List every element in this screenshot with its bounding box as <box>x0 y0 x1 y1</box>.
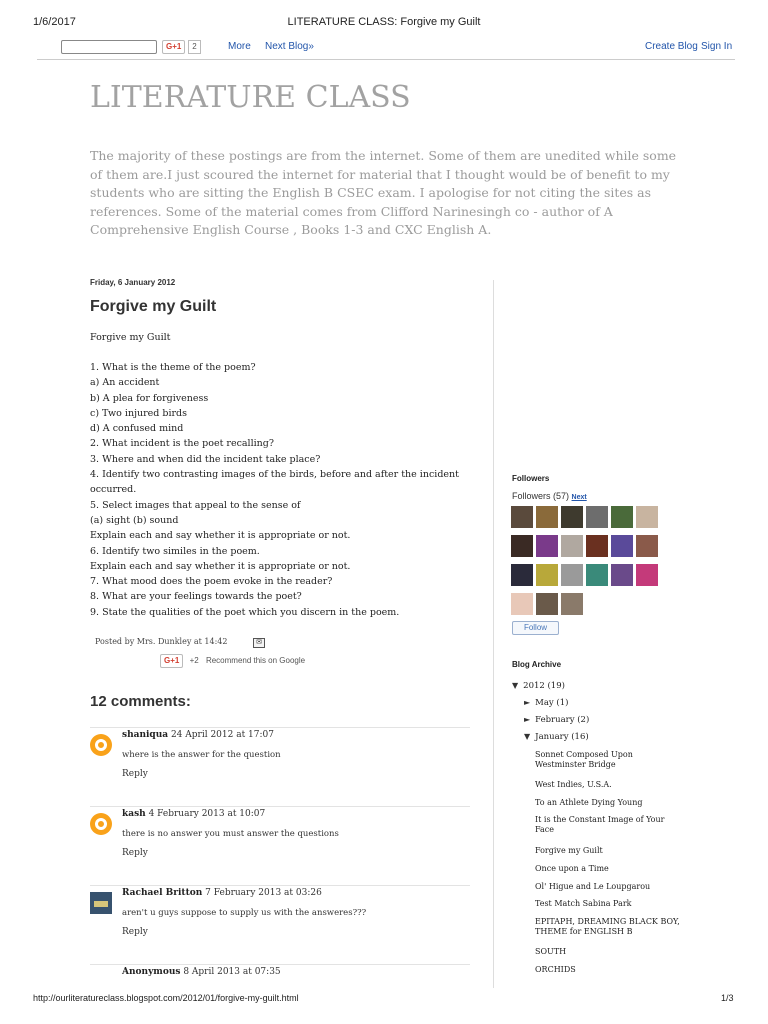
followers-next-link[interactable]: Next <box>571 494 587 501</box>
follower-avatar[interactable] <box>611 506 633 528</box>
post-line: 5. Select images that appeal to the sense of <box>90 499 301 511</box>
comment-header <box>122 888 322 898</box>
print-date: 1/6/2017 <box>33 16 76 28</box>
follower-avatar[interactable] <box>536 506 558 528</box>
next-blog-link[interactable]: Next Blog» <box>265 41 314 52</box>
comment-author[interactable]: Anonymous <box>122 967 181 977</box>
post-line: 8. What are your feelings towards the poet? <box>90 591 302 603</box>
blogger-avatar-icon <box>90 813 112 835</box>
archive-post-link[interactable]: ORCHIDS <box>535 965 576 974</box>
follower-avatar[interactable] <box>536 593 558 615</box>
print-page-title: LITERATURE CLASS: Forgive my Guilt <box>287 16 481 28</box>
sign-in-link[interactable]: Sign In <box>701 41 733 52</box>
follower-avatar[interactable] <box>636 506 658 528</box>
follow-button[interactable]: Follow <box>512 621 559 635</box>
post-line: 7. What mood does the poem evoke in the reader? <box>90 576 333 588</box>
follower-avatar[interactable] <box>636 564 658 586</box>
follower-avatar[interactable] <box>561 506 583 528</box>
sidebar-divider <box>493 280 494 988</box>
comment-header <box>122 809 265 819</box>
followers-count <box>512 491 587 501</box>
comment-author[interactable]: kash <box>122 809 146 819</box>
post-line: 4. Identify two contrasting images of the birds, before and after the incident <box>90 469 459 481</box>
archive-year-2012[interactable] <box>512 681 565 691</box>
blogger-navbar <box>0 38 768 58</box>
navbar-divider <box>37 59 735 60</box>
followers-count-label: Followers (57) <box>512 491 570 501</box>
post-line: 3. Where and when did the incident take place? <box>90 453 321 465</box>
archive-month-label[interactable]: January (16) <box>535 732 589 742</box>
comment-divider <box>90 964 470 965</box>
follower-avatar[interactable] <box>586 564 608 586</box>
post-date: Friday, 6 January 2012 <box>90 278 176 287</box>
follower-avatar[interactable] <box>586 506 608 528</box>
archive-post-link[interactable]: West Indies, U.S.A. <box>535 780 612 789</box>
gplus-button[interactable]: G+1 <box>162 40 185 54</box>
post-line: (a) sight (b) sound <box>90 514 179 526</box>
follower-avatar[interactable] <box>561 535 583 557</box>
blog-title[interactable]: LITERATURE CLASS <box>90 80 411 115</box>
post-line: occurred. <box>90 484 137 496</box>
follower-avatar[interactable] <box>511 593 533 615</box>
comment-header <box>122 730 274 740</box>
print-url: http://ourliteratureclass.blogspot.com/2012/01/forgive-my-guilt.html <box>33 993 299 1003</box>
triangle-right-icon[interactable]: ► <box>524 715 531 724</box>
post-share-bar <box>160 654 305 668</box>
archive-month-label[interactable]: May (1) <box>535 698 569 708</box>
post-subtitle: Forgive my Guilt <box>90 332 171 343</box>
blog-archive-heading: Blog Archive <box>512 660 562 669</box>
more-link[interactable]: More <box>228 41 251 52</box>
post-line: Explain each and say whether it is appropriate or not. <box>90 560 351 572</box>
comment-time[interactable]: 4 February 2013 at 10:07 <box>148 809 266 819</box>
post-footer: Posted by Mrs. Dunkley at 14:42 <box>95 637 228 646</box>
archive-post-link[interactable]: It is the Constant Image of Your Face <box>535 815 665 834</box>
follower-avatar[interactable] <box>536 535 558 557</box>
follower-avatar[interactable] <box>511 535 533 557</box>
navbar-search-input[interactable] <box>61 40 157 54</box>
archive-post-link[interactable]: Ol' Higue and Le Loupgarou <box>535 882 651 891</box>
recommend-text: Recommend this on Google <box>205 656 306 665</box>
gplus-count: 2 <box>188 40 201 54</box>
print-header <box>0 16 768 30</box>
blog-description: The majority of these postings are from the internet. Some of them are unedited while some of them are.I just scoured the internet for material that I thought would be of benefit to my students who are sitting the English B CSEC exam. I apologise for not citing the sites as references. Some of the material comes from Clifford Narinesingh co - author of A Comprehensive English Course , Books 1-3 and CXC English A. <box>90 148 677 237</box>
post-line: d) A confused mind <box>90 423 184 435</box>
archive-year-label[interactable]: 2012 (19) <box>523 681 565 691</box>
comment-divider <box>90 885 470 886</box>
archive-month-may[interactable] <box>524 698 568 708</box>
follower-avatar[interactable] <box>611 535 633 557</box>
create-blog-link[interactable]: Create Blog <box>645 41 698 52</box>
post-line: Explain each and say whether it is appropriate or not. <box>90 530 351 542</box>
post-line: c) Two injured birds <box>90 407 188 419</box>
archive-month-label[interactable]: February (2) <box>535 715 590 725</box>
reply-link[interactable]: Reply <box>122 848 148 858</box>
comment-text: aren't u guys suppose to supply us with the answeres??? <box>122 908 367 918</box>
comment-text: where is the answer for the question <box>122 750 281 760</box>
follower-avatar[interactable] <box>611 564 633 586</box>
comment-author[interactable]: shaniqua <box>122 730 169 740</box>
comment-text: there is no answer you must answer the questions <box>122 829 339 839</box>
comment-time[interactable]: 7 February 2013 at 03:26 <box>205 888 322 898</box>
blogger-avatar-icon <box>90 734 112 756</box>
post-title: Forgive my Guilt <box>90 298 217 315</box>
post-line: 9. State the qualities of the poet which you discern in the poem. <box>90 606 400 618</box>
comment-time[interactable]: 24 April 2012 at 17:07 <box>170 730 274 740</box>
archive-post-link[interactable]: To an Athlete Dying Young <box>535 798 643 807</box>
email-post-icon[interactable]: ✉ <box>253 638 265 648</box>
followers-heading: Followers <box>512 474 550 483</box>
print-page-number: 1/3 <box>721 993 734 1003</box>
comment-header <box>122 967 281 977</box>
archive-post-link[interactable]: Sonnet Composed Upon Westminster Bridge <box>535 750 633 769</box>
archive-month-february[interactable] <box>524 715 589 725</box>
post-body <box>90 330 470 620</box>
follower-avatar[interactable] <box>536 564 558 586</box>
post-gplus-count: +2 <box>189 656 199 665</box>
follower-avatar[interactable] <box>561 593 583 615</box>
follower-avatar[interactable] <box>561 564 583 586</box>
archive-post-link[interactable]: Test Match Sabina Park <box>535 899 632 908</box>
archive-post-link[interactable]: SOUTH <box>535 947 567 956</box>
triangle-right-icon[interactable]: ► <box>524 698 531 707</box>
comments-heading: 12 comments: <box>90 693 191 710</box>
follower-avatar[interactable] <box>636 535 658 557</box>
post-line: 2. What incident is the poet recalling? <box>90 438 274 450</box>
reply-link[interactable]: Reply <box>122 769 148 779</box>
follower-avatar[interactable] <box>511 506 533 528</box>
follower-avatar[interactable] <box>511 564 533 586</box>
archive-post-link[interactable]: Once upon a Time <box>535 864 609 873</box>
archive-post-link[interactable]: Forgive my Guilt <box>535 846 603 855</box>
post-line: 1. What is the theme of the poem? <box>90 362 256 373</box>
comment-author[interactable]: Rachael Britton <box>122 888 203 898</box>
triangle-down-icon[interactable]: ▼ <box>512 681 519 690</box>
archive-post-link[interactable]: EPITAPH, DREAMING BLACK BOY, THEME for ENGLISH B <box>535 917 680 936</box>
post-line: 6. Identify two similes in the poem. <box>90 545 260 557</box>
comment-divider <box>90 806 470 807</box>
comment-time[interactable]: 8 April 2013 at 07:35 <box>183 967 281 977</box>
post-line: a) An accident <box>90 377 160 389</box>
post-gplus-button[interactable]: G+1 <box>160 654 183 668</box>
reply-link[interactable]: Reply <box>122 927 148 937</box>
follower-avatar[interactable] <box>586 535 608 557</box>
triangle-down-icon[interactable]: ▼ <box>524 732 531 741</box>
post-line: b) A plea for forgiveness <box>90 392 209 404</box>
archive-month-january[interactable] <box>524 732 589 742</box>
comment-divider <box>90 727 470 728</box>
user-photo-avatar <box>90 892 112 914</box>
